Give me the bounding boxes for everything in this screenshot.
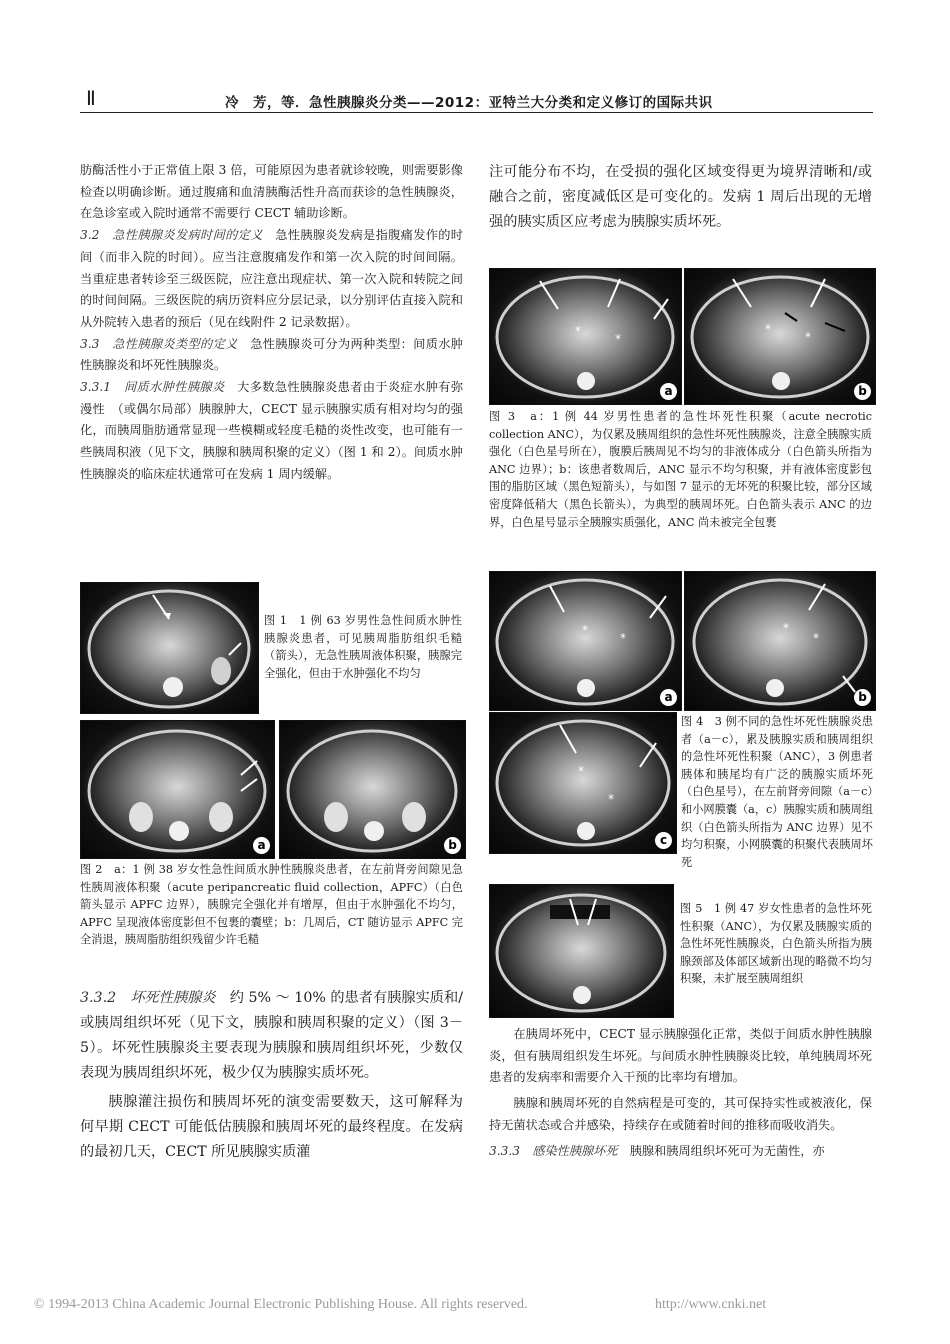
panel-label-a: a [660,383,677,400]
figure-5-caption: 图 5 1 例 47 岁女性患者的急性坏死性积聚（ANC），为仅累及胰腺实质的急性坏死性胰腺炎，白色箭头所指为胰腺颈部及体部区域新出现的略微不均匀积聚，未扩展至胰周组织 [680,902,872,986]
running-header-title: 冷 芳，等．急性胰腺炎分类——2012：亚特兰大分类和定义修订的国际共识 [225,95,713,111]
section-3-3-1-heading: 3.3.1 间质水肿性胰腺炎 [80,380,225,395]
figure-2b-ct-image [279,720,466,859]
figure-1-caption: 图 1 1 例 63 岁男性急性间质水肿性胰腺炎患者，可见胰周脂肪组织毛糙（箭头），无急性胰周液体积聚，胰腺完全强化，但由于水肿强化不均匀 [264,614,462,680]
header-rule [80,112,873,113]
panel-label-a: a [253,837,270,854]
section-3-2-heading: 3.2 急性胰腺炎发病时间的定义 [80,228,263,243]
cnki-url: http://www.cnki.net [655,1297,767,1312]
svg-text:*: * [783,621,789,635]
section-3-3-3-body: 胰腺和胰周组织坏死可为无菌性，亦 [617,1143,825,1158]
svg-text:*: * [608,792,614,806]
right-column-top [489,160,872,235]
paragraph-natural-course: 胰腺和胰周坏死的自然病程是可变的，其可保持实性或被液化，保持无菌状态或合并感染，持续存在或随着时间的推移而吸收消失。 [489,1096,872,1132]
panel-label-c: c [655,832,672,849]
paragraph-peripancreatic-necrosis: 在胰周坏死中，CECT 显示胰腺强化正常，类似于间质水肿性胰腺炎，但有胰周组织发生坏死。与间质水肿性胰腺炎比较，单纯胰周坏死患者的发病率和需要介入干预的比率均有增加。 [489,1027,872,1085]
right-column-bottom [489,1024,872,1162]
section-3-3-2-heading: 3.3.2 坏死性胰腺炎 [80,990,216,1006]
paragraph-intro: 肪酶活性小于正常值上限 3 倍，可能原因为患者就诊较晚，则需要影像检查以明确诊断。通过腹痛和血清胰酶活性升高而获诊的急性胰腺炎，在急诊室或入院时通常不需要行 CECT 辅助诊断。 [80,163,463,221]
left-column-top [80,160,463,486]
section-3-3-1 [80,377,463,486]
svg-text:*: * [765,322,771,336]
figure-4b-ct-image [684,571,876,711]
section-3-3 [80,334,463,377]
panel-label-b: b [444,837,461,854]
figure-3a-ct-image [489,268,682,405]
svg-text:*: * [582,623,588,637]
paragraph-continuation: 注可能分布不均，在受损的强化区域变得更为境界清晰和/或融合之前，密度减低区是可变化的。发病 1 周后出现的无增强的胰实质区应考虑为胰腺实质坏死。 [489,164,872,230]
panel-label-b: b [854,689,871,706]
svg-text:*: * [578,764,584,778]
figure-5-ct-image [489,884,674,1018]
figure-3b-ct-image [684,268,876,405]
figure-4-caption: 图 4 3 例不同的急性坏死性胰腺炎患者（a－c），累及胰腺实质和胰周组织的急性坏死性积聚（ANC），3 例患者胰体和胰尾均有广泛的胰腺实质坏死（白色星号），在左前肾旁间隙（a－c）和小网膜囊（a，c）胰腺实质和胰周组织（白色箭头所指为 ANC 边界）见不均匀积聚，小网膜囊的积聚代表胰周坏死 [681,715,873,869]
figure-2-caption: 图 2 a：1 例 38 岁女性急性间质水肿性胰腺炎患者，在左前肾旁间隙见急性胰周液体积聚（acute peripancreatic fluid collection，APFC）（白色箭头显示 APFC 边界），胰腺完全强化并有增厚，但由于水肿强化不均匀，APFC 呈现液体密度影但不包裹的囊壁；b：几周后，CT 随访显示 APFC 完全消退，胰周脂肪组织残留少许毛糙 [80,863,463,947]
panel-label-b: b [854,383,871,400]
section-3-3-2 [80,986,463,1086]
page-number: Ⅱ [86,88,96,110]
svg-text:*: * [813,631,819,645]
section-3-2 [80,225,463,334]
section-3-3-1-body: 大多数急性胰腺炎患者由于炎症水肿有弥漫性 （或偶尔局部）胰腺肿大，CECT 显示胰腺实质有相对均匀的强化，而胰周脂肪通常显现一些模糊或轻度毛糙的炎性改变，也可能有一些胰周积液（见下文，胰腺和胰周积聚的定义）（图 1 和 2）。间质水肿性胰腺炎的临床症状通常可在发病 1 周内缓解。 [80,380,464,481]
figure-4c-ct-image [489,712,677,854]
paragraph-evolution: 胰腺灌注损伤和胰周坏死的演变需要数天，这可解释为何早期 CECT 可能低估胰腺和胰周坏死的最终程度。在发病的最初几天，CECT 所见胰腺实质灌 [80,1094,463,1160]
figure-4a-ct-image [489,571,682,711]
section-3-3-3-heading: 3.3.3 感染性胰腺坏死 [489,1143,618,1158]
left-column-bottom [80,986,463,1165]
figure-2a-ct-image [80,720,275,859]
svg-text:*: * [620,631,626,645]
panel-label-a: a [660,689,677,706]
section-3-3-3 [489,1141,872,1163]
section-3-3-heading: 3.3 急性胰腺炎类型的定义 [80,336,238,351]
section-3-3-body: 急性胰腺炎可分为两种类型：间质水肿性胰腺炎和坏死性胰腺炎。 [80,336,463,373]
section-3-2-body: 急性胰腺炎发病是指腹痛发作的时间（而非入院的时间）。应当注意腹痛发作和第一次入院的时间间隔。当重症患者转诊至三级医院，应注意出现症状、第一次入院和转院之间的时间间隔。三级医院的病历资料应分层记录，以分别评估直接入院和从外院转入患者的预后（见在线附件 2 记录数据）。 [80,228,463,329]
copyright-footer: © 1994-2013 China Academic Journal Electronic Publishing House. All rights reserved. [34,1297,528,1312]
section-3-3-2-body: 约 5% ～ 10% 的患者有胰腺实质和/或胰周组织坏死（见下文，胰腺和胰周积聚的定义）（图 3－5）。坏死性胰腺炎主要表现为胰腺和胰周组织坏死，少数仅表现为胰周组织坏死，极少仅为胰腺实质坏死。 [80,990,463,1081]
figure-1-ct-image [80,582,259,714]
svg-text:*: * [615,332,621,346]
svg-text:*: * [805,330,811,344]
svg-text:*: * [575,324,581,338]
figure-3-caption: 图 3 a：1 例 44 岁男性患者的急性坏死性积聚（acute necrotic collection ANC），为仅累及胰周组织的急性坏死性胰腺炎，注意全胰腺实质强化（白色星号所在），腹膜后胰周见不均匀的非液体成分（白色箭头所指为 ANC 边界）；b：该患者数周后，ANC 显示不均匀积聚，并有液体密度影包围的脂肪区域（黑色短箭头），与如图 7 显示的无坏死的积聚比较，部分区域密度降低稍大（黑色长箭头），为典型的胰周坏死。白色箭头表示 ANC 的边界，白色星号显示全胰腺实质强化，ANC 尚未被完全包裹 [489,410,872,529]
